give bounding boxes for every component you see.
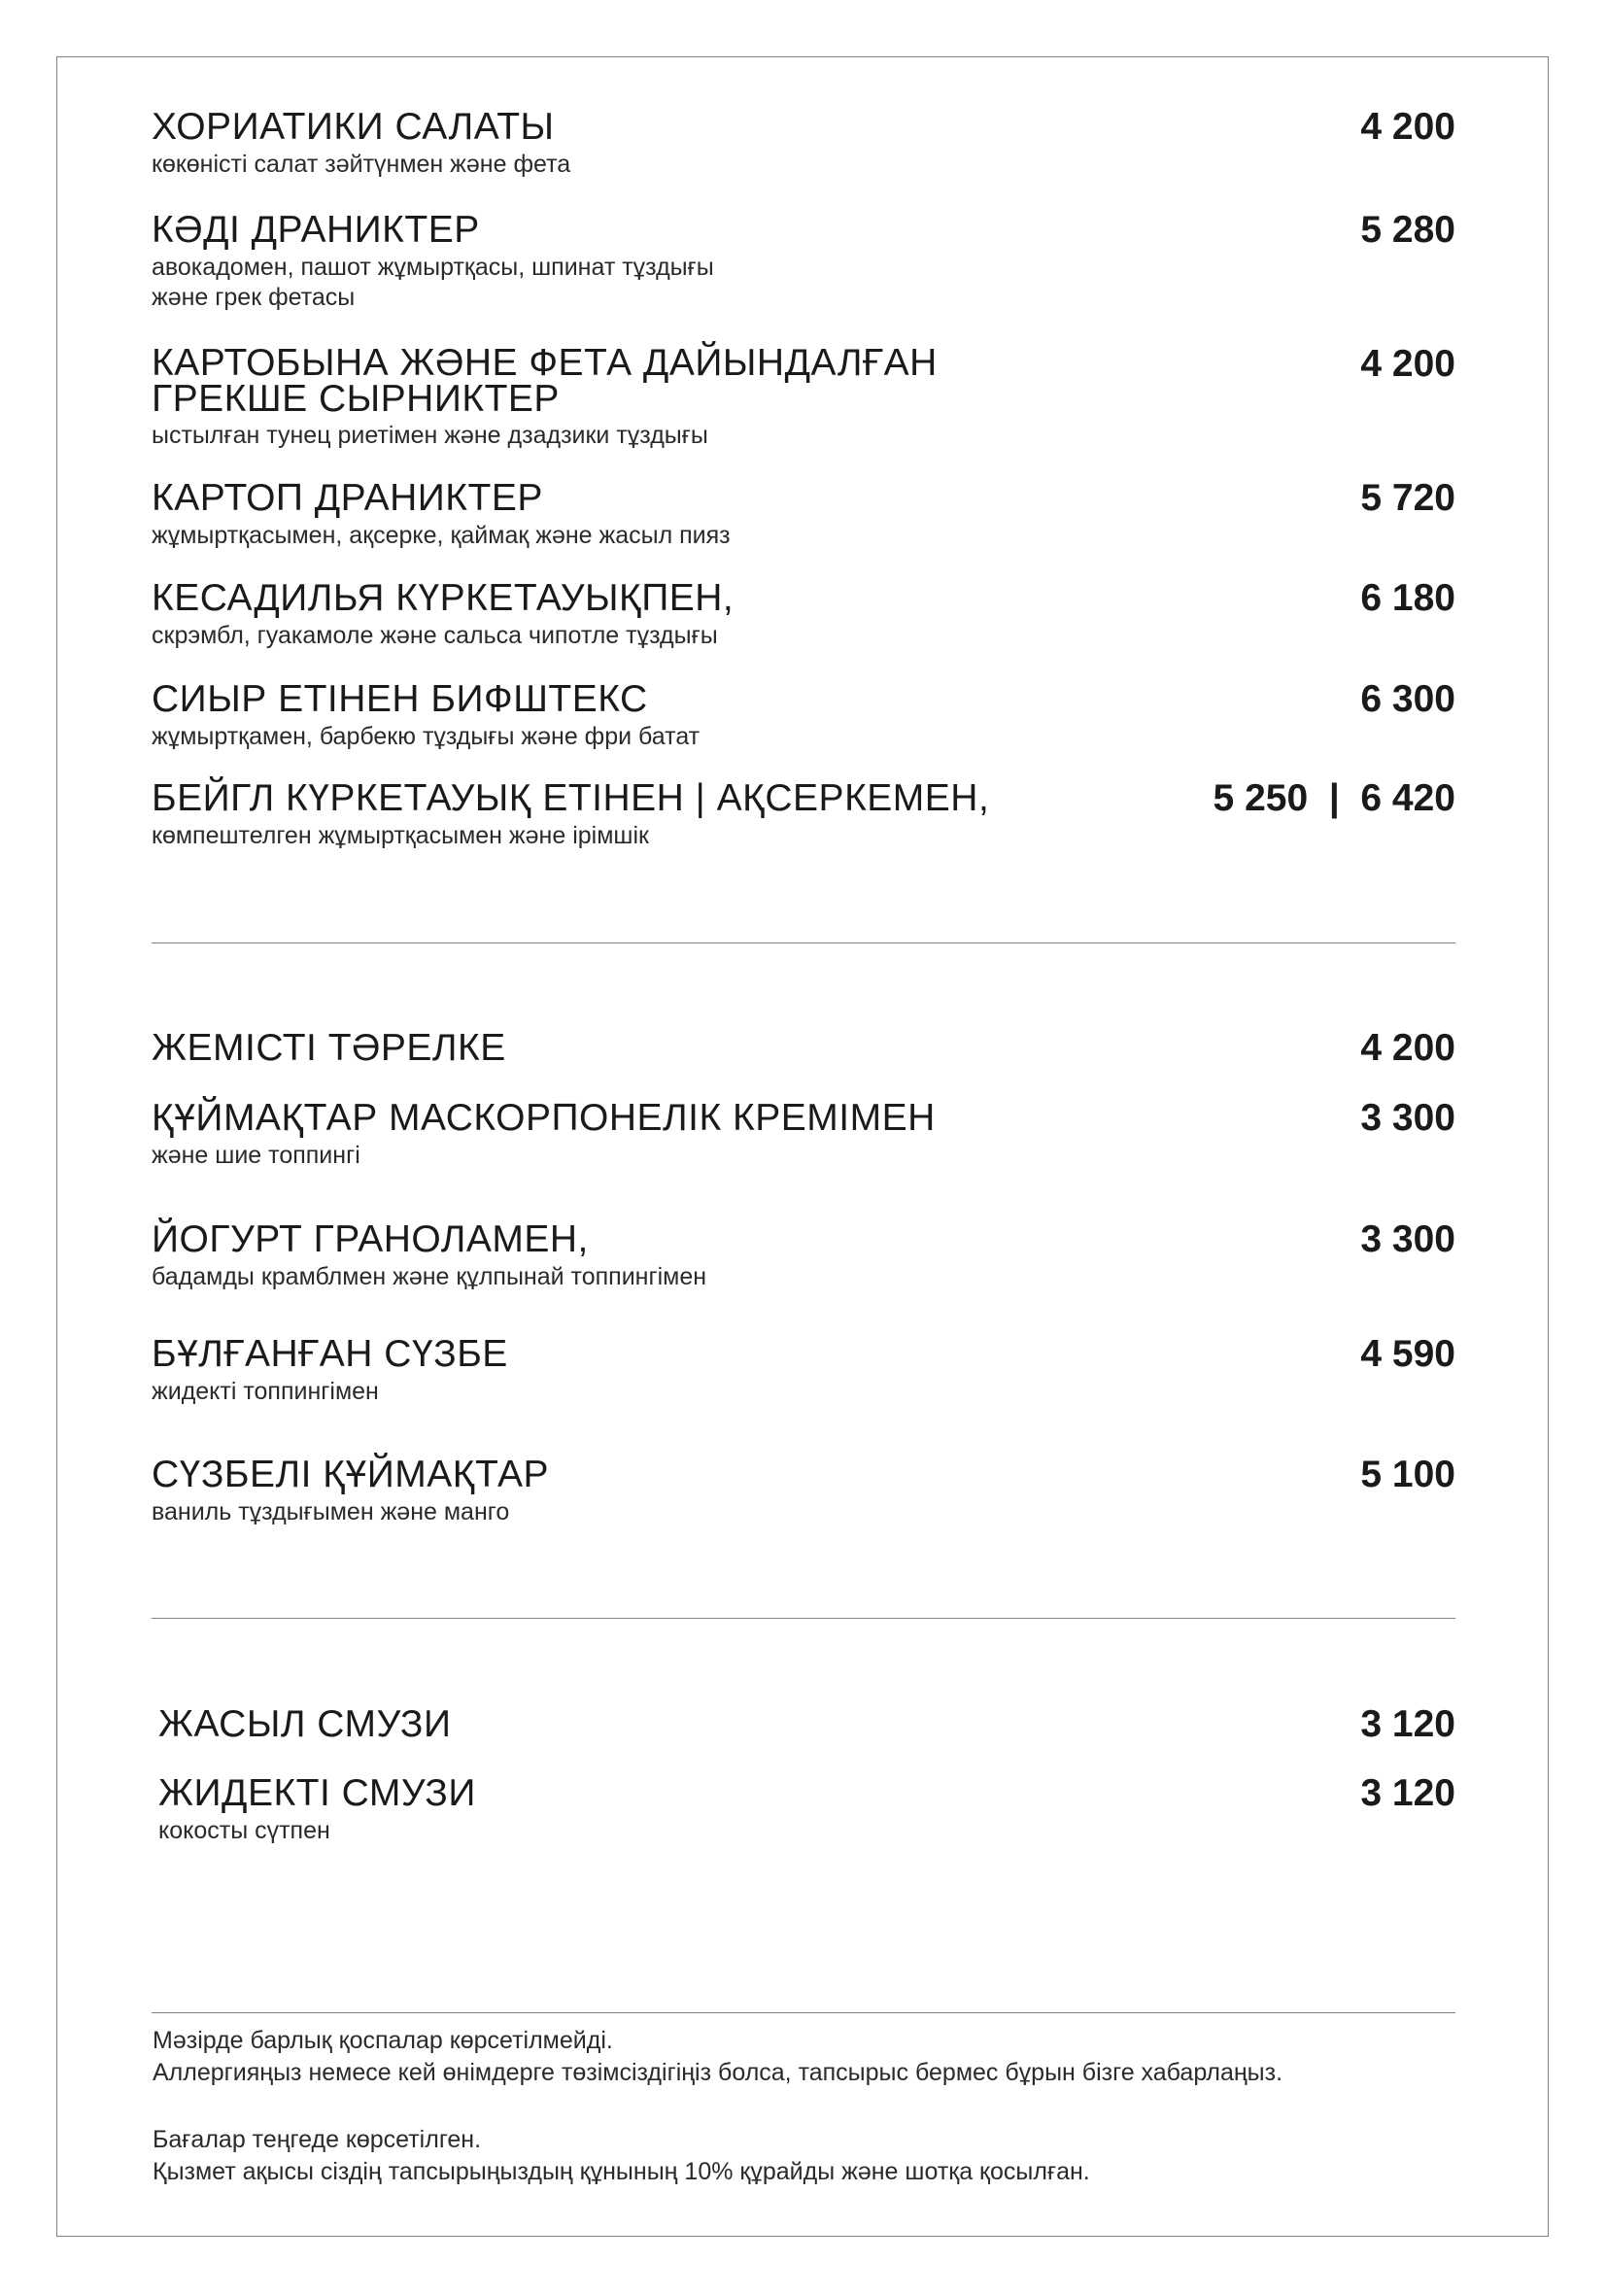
item-description: көмпештелген жұмыртқасымен және ірімшік xyxy=(152,822,649,849)
item-description: жұмыртқамен, барбекю тұздығы және фри батат xyxy=(152,723,701,750)
section-divider xyxy=(152,1618,1455,1619)
footer-note: Аллергияңыз немесе кей өнімдерге төзімсіздігіңіз болса, тапсырыс бермес бұрын бізге хабарлаңыз. xyxy=(153,2059,1283,2086)
item-description: көкөністі салат зәйтүнмен және фета xyxy=(152,151,571,178)
item-name: СҮЗБЕЛІ ҚҰЙМАҚТАР xyxy=(152,1454,549,1495)
item-name: КАРТОП ДРАНИКТЕР xyxy=(152,477,543,519)
item-description: скрэмбл, гуакамоле және сальса чипотле тұздығы xyxy=(152,622,718,649)
item-name: ЙОГУРТ ГРАНОЛАМЕН, xyxy=(152,1218,589,1260)
item-name: БҰЛҒАНҒАН СҮЗБЕ xyxy=(152,1333,508,1375)
item-name: ЖАСЫЛ СМУЗИ xyxy=(158,1703,452,1745)
menu-item xyxy=(152,1029,1455,1067)
item-description: авокадомен, пашот жұмыртқасы, шпинат тұздығы және грек фетасы xyxy=(152,254,714,311)
item-price: 4 200 xyxy=(1360,106,1455,148)
item-name: БЕЙГЛ КҮРКЕТАУЫҚ ЕТІНЕН | АҚСЕРКЕМЕН, xyxy=(152,777,990,819)
item-name: КӘДІ ДРАНИКТЕР xyxy=(152,209,480,251)
footer-note: Мәзірде барлық қоспалар көрсетілмейді. xyxy=(153,2027,613,2054)
item-price: 4 200 xyxy=(1360,343,1455,385)
item-price: 4 590 xyxy=(1360,1333,1455,1375)
item-price: 5 720 xyxy=(1360,477,1455,519)
menu-item xyxy=(152,1335,1455,1407)
item-description: бадамды крамблмен және құлпынай топпингімен xyxy=(152,1263,707,1290)
menu-item xyxy=(152,1220,1455,1292)
item-name: СИЫР ЕТІНЕН БИФШТЕКС xyxy=(152,678,648,720)
item-description: кокосты сүтпен xyxy=(158,1817,330,1844)
menu-item xyxy=(152,1456,1455,1527)
menu-item xyxy=(152,211,1455,313)
footer-note: Бағалар теңгеде көрсетілген. xyxy=(153,2126,482,2153)
item-description: және шие топпингі xyxy=(152,1142,360,1169)
item-price: 5 250 | 6 420 xyxy=(1213,777,1455,819)
item-description: жидекті топпингімен xyxy=(152,1378,379,1405)
item-name: КАРТОБЫНА ЖӘНЕ ФЕТА ДАЙЫНДАЛҒАН ГРЕКШЕ СЫРНИКТЕР xyxy=(152,342,938,420)
item-description: ваниль тұздығымен және манго xyxy=(152,1498,510,1525)
menu-item xyxy=(152,479,1455,551)
item-name: ХОРИАТИКИ САЛАТЫ xyxy=(152,106,555,148)
item-price: 3 120 xyxy=(1360,1772,1455,1814)
item-description: жұмыртқасымен, ақсерке, қаймақ және жасыл пияз xyxy=(152,522,731,549)
menu-item xyxy=(158,1774,1455,1846)
item-price: 3 300 xyxy=(1360,1097,1455,1139)
item-description: ыстылған тунец риетімен және дзадзики тұздығы xyxy=(152,422,708,449)
item-price: 6 300 xyxy=(1360,678,1455,720)
menu-item xyxy=(152,108,1455,180)
menu-item xyxy=(152,680,1455,752)
item-name: ҚҰЙМАҚТАР МАСКОРПОНЕЛІК КРЕМІМЕН xyxy=(152,1097,936,1139)
menu-item xyxy=(152,1099,1455,1171)
footer-note: Қызмет ақысы сіздің тапсырыңыздың құнының 10% құрайды және шотқа қосылған. xyxy=(153,2158,1090,2185)
item-price: 6 180 xyxy=(1360,577,1455,619)
menu-item xyxy=(152,779,1455,851)
section-divider xyxy=(152,942,1455,943)
item-price: 5 280 xyxy=(1360,209,1455,251)
item-name: ЖИДЕКТІ СМУЗИ xyxy=(158,1772,476,1814)
item-name: КЕСАДИЛЬЯ КҮРКЕТАУЫҚПЕН, xyxy=(152,577,735,619)
item-name: ЖЕМІСТІ ТӘРЕЛКЕ xyxy=(152,1027,506,1069)
menu-item xyxy=(152,342,1455,451)
item-price: 3 120 xyxy=(1360,1703,1455,1745)
footer-divider xyxy=(152,2012,1455,2013)
menu-item xyxy=(152,579,1455,651)
item-price: 3 300 xyxy=(1360,1218,1455,1260)
menu-item xyxy=(158,1705,1455,1743)
item-price: 4 200 xyxy=(1360,1027,1455,1069)
item-price: 5 100 xyxy=(1360,1454,1455,1495)
